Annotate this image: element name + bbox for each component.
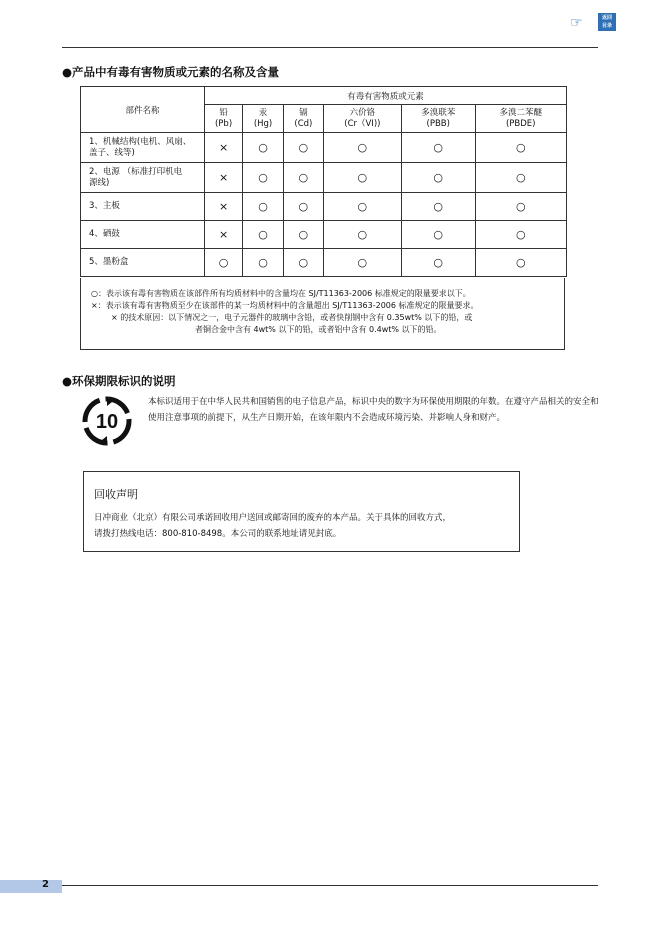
substance-value-cell: ○ bbox=[243, 133, 284, 163]
table-row bbox=[81, 193, 567, 221]
note-technical-reason: × 的技术原因：以下情况之一，电子元器件的玻璃中含铅，或者快削钢中含有 0.35wt% 以下的铅，或 bbox=[111, 313, 473, 322]
back-to-contents-button[interactable] bbox=[570, 12, 620, 32]
substance-value-cell: ○ bbox=[323, 193, 401, 221]
eco-logo-number: 10 bbox=[95, 411, 119, 433]
note-cross: ×：表示该有毒有害物质至少在该部件的某一均质材料中的含量超出 SJ/T11363-2006 标准规定的限量要求。 bbox=[91, 301, 479, 310]
part-name-cell: 5、墨粉盒 bbox=[81, 249, 205, 277]
recycle-line-2: 请拨打热线电话：800-810-8498。本公司的联系地址请见封底。 bbox=[94, 529, 342, 539]
substance-value-cell: ○ bbox=[243, 249, 284, 277]
substance-column-header bbox=[283, 105, 323, 133]
substance-value-cell: ○ bbox=[205, 249, 243, 277]
section-title-hazardous: ●产品中有毒有害物质或元素的名称及含量 bbox=[62, 65, 280, 79]
substance-value-cell: ○ bbox=[475, 163, 567, 193]
substance-value-cell: × bbox=[205, 221, 243, 249]
substance-group-header: 有毒有害物质或元素 bbox=[205, 87, 567, 105]
substance-value-cell: ○ bbox=[243, 163, 284, 193]
substance-value-cell: ○ bbox=[243, 221, 284, 249]
substance-column-header bbox=[323, 105, 401, 133]
part-name-cell: 2、电源 （标准打印机电 源线) bbox=[81, 163, 205, 193]
substance-value-cell: × bbox=[205, 193, 243, 221]
substance-value-cell: ○ bbox=[323, 163, 401, 193]
substance-value-cell: ○ bbox=[283, 249, 323, 277]
substance-symbol: (PBDE) bbox=[505, 118, 536, 129]
substance-column-header bbox=[475, 105, 567, 133]
substance-value-cell: ○ bbox=[323, 249, 401, 277]
substance-name: 六价铬 bbox=[349, 107, 376, 118]
hazardous-substances-table bbox=[80, 86, 567, 277]
substance-column-header bbox=[243, 105, 284, 133]
page-number-tab bbox=[0, 880, 62, 893]
substance-symbol: (PBB) bbox=[426, 118, 450, 129]
note-circle: ○：表示该有毒有害物质在该部件所有均质材料中的含量均在 SJ/T11363-2006 标准规定的限量要求以下。 bbox=[91, 289, 471, 298]
substance-value-cell: ○ bbox=[243, 193, 284, 221]
substance-value-cell: ○ bbox=[401, 133, 475, 163]
substance-value-cell: ○ bbox=[401, 221, 475, 249]
substance-symbol: (Cr（VI)) bbox=[344, 118, 381, 129]
substance-value-cell: ○ bbox=[475, 193, 567, 221]
substance-value-cell: ○ bbox=[475, 249, 567, 277]
eco-description: 本标识适用于在中华人民共和国销售的电子信息产品，标识中央的数字为环保使用期限的年数。在遵守产品相关的安全和使用注意事项的前提下，从生产日期开始，在该年限内不会造成环境污染、并影响人身和财产。 bbox=[148, 397, 599, 423]
part-name-cell: 3、主板 bbox=[81, 193, 205, 221]
substance-name: 铅 bbox=[219, 107, 228, 118]
substance-value-cell: ○ bbox=[283, 193, 323, 221]
section-title-eco-period: ●环保期限标识的说明 bbox=[62, 374, 176, 388]
table-row bbox=[81, 133, 567, 163]
substance-value-cell: ○ bbox=[323, 133, 401, 163]
recycle-title: 回收声明 bbox=[94, 488, 138, 501]
substance-value-cell: ○ bbox=[401, 193, 475, 221]
substance-value-cell: ○ bbox=[283, 133, 323, 163]
substance-symbol: (Pb) bbox=[214, 118, 233, 129]
substance-value-cell: × bbox=[205, 133, 243, 163]
substance-value-cell: × bbox=[205, 163, 243, 193]
recycle-line-1: 日冲商业（北京）有限公司承诺回收用户送回或邮寄回的废弃的本产品。关于具体的回收方式， bbox=[94, 513, 452, 523]
footer-rule bbox=[62, 885, 598, 886]
substance-column-header bbox=[205, 105, 243, 133]
substance-name: 多溴联苯 bbox=[421, 107, 456, 118]
page-number: 2 bbox=[42, 879, 49, 890]
back-label: 返回 目录 bbox=[598, 13, 616, 31]
recycle-statement-box bbox=[83, 471, 520, 552]
notes-box bbox=[80, 278, 565, 350]
table-row bbox=[81, 249, 567, 277]
note-technical-reason-cont: 者铜合金中含有 4wt% 以下的铅，或者铝中含有 0.4wt% 以下的铅。 bbox=[195, 325, 442, 334]
substance-name: 多溴二苯醚 bbox=[499, 107, 542, 118]
header-rule bbox=[62, 47, 598, 48]
pointing-hand-icon: ☞ bbox=[570, 15, 583, 31]
table-row bbox=[81, 221, 567, 249]
substance-value-cell: ○ bbox=[283, 221, 323, 249]
substance-name: 汞 bbox=[258, 107, 268, 118]
substance-value-cell: ○ bbox=[323, 221, 401, 249]
substance-column-header bbox=[401, 105, 475, 133]
substance-value-cell: ○ bbox=[283, 163, 323, 193]
eco-period-logo bbox=[82, 396, 132, 446]
substance-value-cell: ○ bbox=[475, 133, 567, 163]
table-row bbox=[81, 163, 567, 193]
substance-name: 镉 bbox=[299, 107, 308, 118]
substance-value-cell: ○ bbox=[475, 221, 567, 249]
part-name-cell: 4、硒鼓 bbox=[81, 221, 205, 249]
part-name-cell: 1、机械结构(电机、风扇、 盖子、线等) bbox=[81, 133, 205, 163]
substance-value-cell: ○ bbox=[401, 163, 475, 193]
substance-symbol: (Cd) bbox=[294, 118, 313, 129]
substance-symbol: (Hg) bbox=[253, 118, 273, 129]
part-name-header: 部件名称 bbox=[81, 87, 205, 133]
substance-value-cell: ○ bbox=[401, 249, 475, 277]
